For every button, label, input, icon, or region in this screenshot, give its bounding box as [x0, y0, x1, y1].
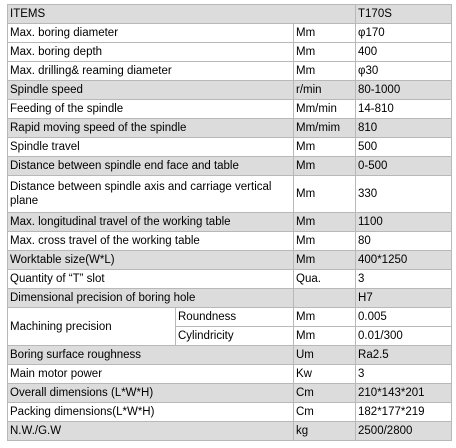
item-value: 500 [356, 138, 452, 157]
item-unit: Mm [294, 232, 356, 251]
item-name: Max. cross travel of the working table [8, 232, 294, 251]
item-value: 810 [356, 119, 452, 138]
table-row [8, 100, 452, 119]
machining-precision-label: Machining precision [8, 308, 176, 346]
item-name: Max. boring depth [8, 43, 294, 62]
item-name: Dimensional precision of boring hole [8, 289, 294, 308]
item-value: 3 [356, 270, 452, 289]
item-value: 182*177*219 [356, 403, 452, 422]
item-value: 0-500 [356, 157, 452, 176]
cylindricity-label: Cylindricity [176, 327, 294, 346]
spec-table-container [7, 4, 451, 441]
item-name: Boring surface roughness [8, 346, 294, 365]
item-name: Spindle travel [8, 138, 294, 157]
item-value: Ra2.5 [356, 346, 452, 365]
item-unit: Mm/min [294, 100, 356, 119]
roundness-label: Roundness [176, 308, 294, 327]
item-value: 210*143*201 [356, 384, 452, 403]
item-unit: Mm/mim [294, 119, 356, 138]
item-value: 400*1250 [356, 251, 452, 270]
item-value: H7 [356, 289, 452, 308]
item-name: Quantity of “T” slot [8, 270, 294, 289]
item-name: Worktable size(W*L) [8, 251, 294, 270]
item-value: 330 [356, 176, 452, 213]
table-row [8, 213, 452, 232]
item-name: Feeding of the spindle [8, 100, 294, 119]
item-name: Spindle speed [8, 81, 294, 100]
item-value: 1100 [356, 213, 452, 232]
item-value: 0.005 [356, 308, 452, 327]
items-header: ITEMS [8, 5, 356, 24]
item-unit: Mm [294, 251, 356, 270]
item-value: φ30 [356, 62, 452, 81]
model-header: T170S [356, 5, 452, 24]
item-unit: Mm [294, 176, 356, 213]
item-name: Max. longitudinal travel of the working table [8, 213, 294, 232]
item-value: 400 [356, 43, 452, 62]
item-value: 2500/2800 [356, 422, 452, 441]
table-row [8, 308, 452, 327]
item-unit: Mm [294, 157, 356, 176]
item-name: Packing dimensions(L*W*H) [8, 403, 294, 422]
item-unit: Mm [294, 138, 356, 157]
item-unit: Cm [294, 384, 356, 403]
table-row [8, 138, 452, 157]
item-unit: Mm [294, 24, 356, 43]
specification-table [7, 4, 452, 441]
item-name: N.W./G.W [8, 422, 294, 441]
item-unit: Cm [294, 403, 356, 422]
table-row [8, 119, 452, 138]
item-value: 14-810 [356, 100, 452, 119]
item-unit: Mm [294, 327, 356, 346]
table-row [8, 251, 452, 270]
item-name: Max. boring diameter [8, 24, 294, 43]
header-row [8, 5, 452, 24]
table-row [8, 289, 452, 308]
item-name: Distance between spindle end face and table [8, 157, 294, 176]
item-name: Distance between spindle axis and carriage vertical plane [8, 176, 294, 213]
table-row [8, 176, 452, 213]
table-row [8, 232, 452, 251]
item-value: 0.01/300 [356, 327, 452, 346]
table-row [8, 403, 452, 422]
item-name: Max. drilling& reaming diameter [8, 62, 294, 81]
item-unit [294, 289, 356, 308]
table-row [8, 270, 452, 289]
item-value: φ170 [356, 24, 452, 43]
item-unit: r/min [294, 81, 356, 100]
table-row [8, 81, 452, 100]
item-name: Main motor power [8, 365, 294, 384]
item-name: Overall dimensions (L*W*H) [8, 384, 294, 403]
item-value: 80-1000 [356, 81, 452, 100]
item-name: Rapid moving speed of the spindle [8, 119, 294, 138]
item-value: 80 [356, 232, 452, 251]
item-value: 3 [356, 365, 452, 384]
item-unit: Mm [294, 308, 356, 327]
table-row [8, 62, 452, 81]
table-row [8, 43, 452, 62]
item-unit: Mm [294, 43, 356, 62]
item-unit: Mm [294, 213, 356, 232]
table-row [8, 346, 452, 365]
item-unit: Qua. [294, 270, 356, 289]
item-unit: Um [294, 346, 356, 365]
table-row [8, 157, 452, 176]
item-unit: Mm [294, 62, 356, 81]
item-unit: kg [294, 422, 356, 441]
table-row [8, 384, 452, 403]
table-row [8, 422, 452, 441]
item-unit: Kw [294, 365, 356, 384]
table-row [8, 24, 452, 43]
table-row [8, 365, 452, 384]
